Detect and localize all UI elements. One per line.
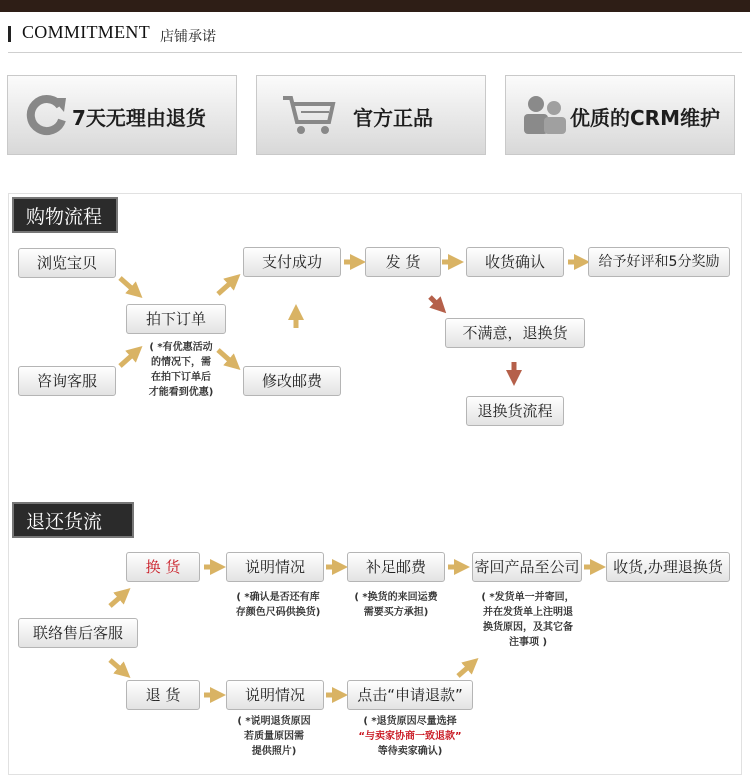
note-explain-refund: ( *说明退货原因 若质量原因需 提供照片) bbox=[237, 716, 311, 757]
commitment-header bbox=[8, 22, 742, 54]
step-explain-refund: 说明情况 bbox=[226, 680, 324, 710]
step-modify-postage: 修改邮费 bbox=[243, 366, 341, 396]
step-contact-service: 联络售后客服 bbox=[18, 618, 138, 648]
step-pay: 支付成功 bbox=[243, 247, 341, 277]
note-explain-exchange: ( *确认是否还有库 存颜色尺码供换货) bbox=[235, 592, 321, 618]
step-apply-refund: 点击“申请退款” bbox=[347, 680, 473, 710]
refresh-icon bbox=[24, 92, 70, 138]
header-rule bbox=[8, 52, 742, 53]
step-ship: 发 货 bbox=[365, 247, 441, 277]
section-title-returns: 退还货流程 bbox=[12, 502, 134, 538]
step-order: 拍下订单 bbox=[126, 304, 226, 334]
step-topup-postage: 补足邮费 bbox=[347, 552, 445, 582]
header-divider-mark bbox=[8, 26, 11, 42]
step-consult: 咨询客服 bbox=[18, 366, 116, 396]
users-icon bbox=[520, 92, 568, 138]
cart-icon bbox=[281, 92, 337, 138]
header-title: COMMITMENT bbox=[22, 22, 150, 42]
step-return-flow: 退换货流程 bbox=[466, 396, 564, 426]
step-unhappy: 不满意，退换货 bbox=[445, 318, 585, 348]
step-explain-exchange: 说明情况 bbox=[226, 552, 324, 582]
step-receive-process: 收货,办理退换货 bbox=[606, 552, 730, 582]
note-order: ( *有优惠活动 的情况下，需 在拍下订单后 才能看到优惠) bbox=[148, 342, 214, 398]
feature-label: 7天无理由退货 bbox=[72, 106, 206, 130]
step-refund: 退 货 bbox=[126, 680, 200, 710]
note-apply-refund: ( *退货原因尽量选择 “与卖家协商一致退款” 等待卖家确认) bbox=[358, 716, 462, 757]
feature-label: 优质的CRM维护 bbox=[570, 106, 720, 130]
step-browse: 浏览宝贝 bbox=[18, 248, 116, 278]
step-send-back: 寄回产品至公司 bbox=[472, 552, 582, 582]
feature-label: 官方正品 bbox=[353, 106, 433, 130]
section-title-shopping: 购物流程 bbox=[12, 197, 118, 233]
top-bar bbox=[0, 0, 750, 12]
feature-genuine bbox=[256, 75, 486, 155]
note-send-back: ( *发货单一并寄回， 并在发货单上注明退 换货原因，及其它备 注事项 ) bbox=[481, 592, 575, 648]
note-topup: ( *换货的来回运费 需要买方承担) bbox=[354, 592, 438, 618]
feature-crm bbox=[505, 75, 735, 155]
step-confirm-receipt: 收货确认 bbox=[466, 247, 564, 277]
step-review: 给予好评和5分奖励 bbox=[588, 247, 730, 277]
step-exchange: 换 货 bbox=[126, 552, 200, 582]
header-subtitle: 店铺承诺 bbox=[160, 29, 216, 45]
feature-return-7days bbox=[7, 75, 237, 155]
